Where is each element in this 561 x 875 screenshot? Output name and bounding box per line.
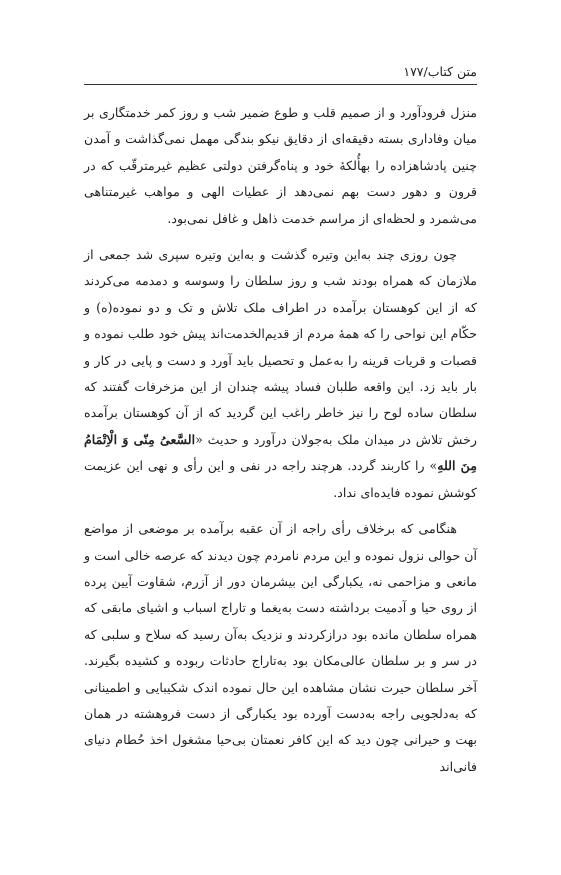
- paragraph-1: منزل فرودآورد و از صمیم قلب و طوع ضمیر شب و روز کمر خدمتگاری بر میان وفاداری بسته دقیقه‌ای از دقایق نیکو بندگی مهمل نمی‌گذاشت و آمدن چنین پادشاهزاده را بهأُلکهٔ خود و پناه‌گرفتن دولتی عظیم غیرمترقّب که در قرون و دهور دست بهم نمی‌دهد از عطیات الهی و مواهب غیرمتناهی می‌شمرد و لحظه‌ای از مراسم خدمت ذاهل و غافل نمی‌بود.: [84, 105, 477, 226]
- body-text: [84, 100, 477, 790]
- paragraph-2-after: » را کاربند گردد. هرچند راجه در نفی و این رأی و نهی این عزیمت کوشش نموده فایده‌ای نداد.: [84, 458, 477, 500]
- hadith-quote: السَّعیُ مِنّی وَ الْاِتْمَامُ مِنَ اللهِ: [84, 431, 477, 474]
- header-rule: [84, 84, 477, 85]
- paragraph-2: [84, 242, 477, 506]
- paragraph-3: هنگامی که برخلاف رأی راجه از آن عقبه برآمده بر موضعی از مواضع آن حوالی نزول نموده و این مردم نامردم چون دیدند که عرصه خالی است و مانعی و مزاحمی نه، یکبارگی این بیشرمان دور از آزرم، شقاوت آیین پرده از روی حیا و آدمیت برداشته دست به‌یغما و تاراج اسباب و اشیای مابقی که همراه سلطان مانده بود درازکردند و نزدیک به‌آن رسید که سلاح و سلبی که در سر و بر سلطان عالی‌مکان بود به‌تاراج حادثات ربوده و کشیده بگیرند. آخر سلطان حیرت نشان مشاهده این حال نموده اندک شکیبایی و اطمینانی که به‌دلجویی راجه به‌دست آورده بود یکبارگی از دست فروهشته در همان بهت و حیرانی چون دید که این کافر نعمتان بی‌حیا مشغول اخذ حُطام دنیای فانی‌اند: [84, 521, 477, 774]
- paragraph-2-before: چون روزی چند به‌این وتیره گذشت و به‌این وتیره سپری شد جمعی از ملازمان که همراه بودند شب و روز سلطان را وسوسه و دمدمه می‌کردند که از این کوهستان برآمده در اطراف ملک تلاش و تک و دو نموده(ه) و حکّام این نواحی را که همهٔ مردم از قدیم‌الخدمت‌اند پیش خود طلب نموده و قصبات و قریات قرینه را به‌عمل و تحصیل باید آورد و دست و پایی در کار و بار باید زد. این واقعه طلبان فساد پیشه چندان از این مزخرفات گفتند که سلطان ساده لوح را نیز خاطر راغب این گردید که از آن کوهستان برآمده رخش تلاش در میدان ملک به‌جولان درآورد و حدیث «: [84, 247, 477, 447]
- running-header: متن کتاب/۱۷۷: [403, 64, 477, 79]
